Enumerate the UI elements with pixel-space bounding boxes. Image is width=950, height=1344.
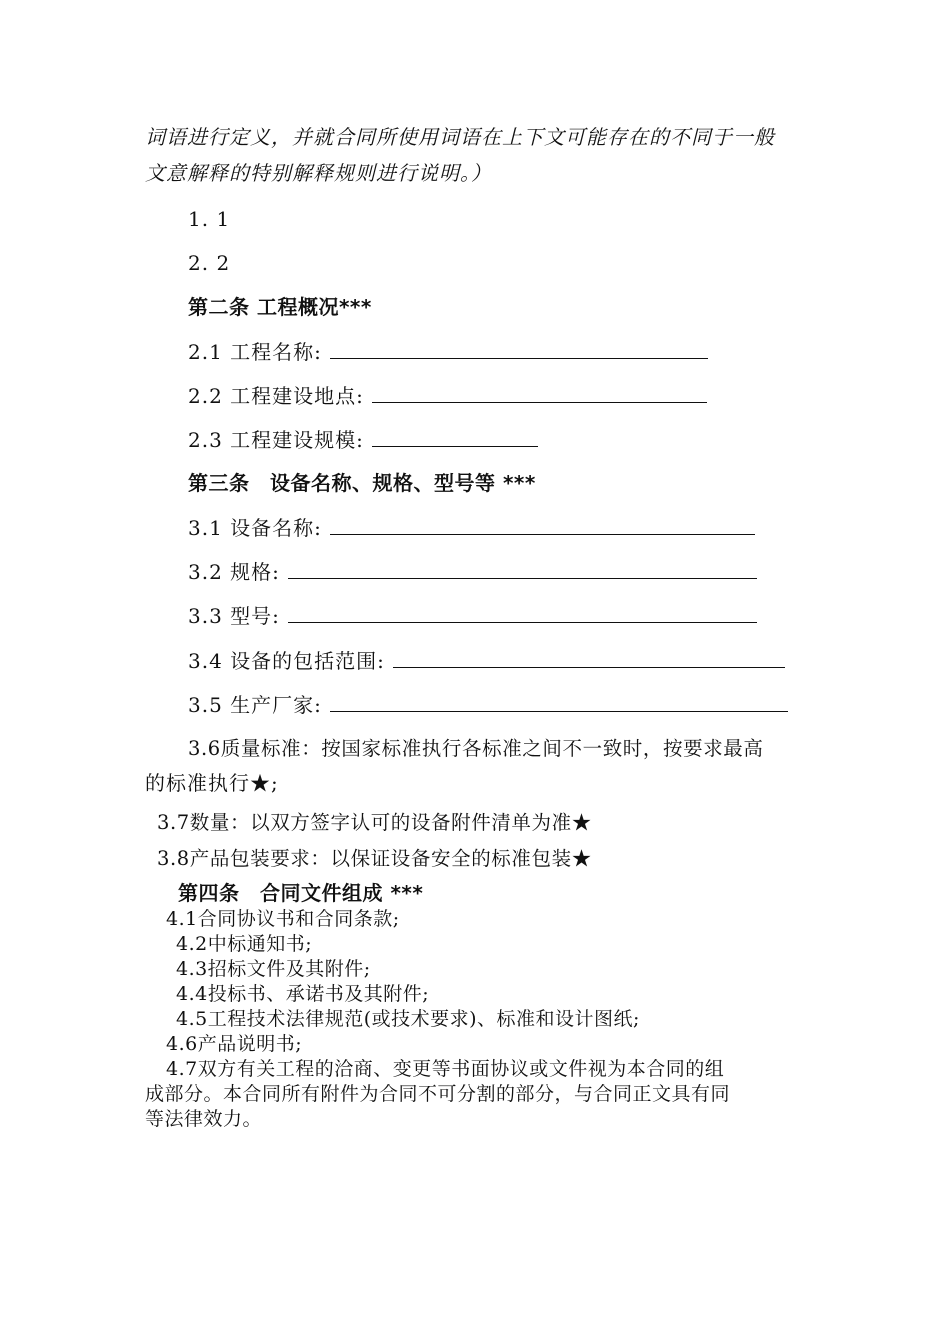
quantity-line: 3.7数量：以双方签字认可的设备附件清单为准★ (157, 811, 592, 834)
packaging-line: 3.8产品包装要求：以保证设备安全的标准包装★ (157, 847, 592, 870)
scope-blank (393, 647, 785, 668)
project-name-blank (330, 338, 708, 359)
manufacturer-label: 3.5 生产厂家: (188, 693, 322, 717)
model-blank (288, 602, 757, 623)
spec-blank (288, 558, 757, 579)
contract-doc-item-3: 4.3招标文件及其附件; (176, 958, 371, 980)
article-2-heading: 第二条 工程概况*** (188, 295, 372, 319)
contract-doc-item-1: 4.1合同协议书和合同条款; (166, 908, 400, 930)
intro-line-1: 词语进行定义，并就合同所使用词语在上下文可能存在的不同于一般 (145, 125, 775, 149)
quality-standard-line-1: 3.6质量标准：按国家标准执行各标准之间不一致时，按要求最高 (188, 737, 764, 760)
project-location-blank (372, 382, 707, 403)
contract-doc-item-7-line-2: 成部分。本合同所有附件为合同不可分割的部分，与合同正文具有同 (145, 1083, 731, 1105)
definition-item-2: 2. 2 (188, 251, 231, 275)
project-location-label: 2.2 工程建设地点: (188, 384, 364, 408)
definition-item-1: 1. 1 (188, 207, 231, 231)
contract-doc-item-5: 4.5工程技术法律规范(或技术要求)、标准和设计图纸; (176, 1008, 640, 1030)
contract-doc-item-4: 4.4投标书、承诺书及其附件; (176, 983, 430, 1005)
intro-line-2: 文意解释的特别解释规则进行说明。） (145, 161, 492, 185)
project-scale-label: 2.3 工程建设规模: (188, 428, 364, 452)
project-scale-blank (372, 426, 538, 447)
equipment-name-label: 3.1 设备名称: (188, 516, 322, 540)
scope-label: 3.4 设备的包括范围: (188, 649, 385, 673)
manufacturer-row (188, 691, 788, 719)
manufacturer-blank (330, 691, 788, 712)
spec-label: 3.2 规格: (188, 560, 280, 584)
model-row (188, 602, 757, 630)
project-scale-row (188, 426, 538, 454)
article-3-heading: 第三条 设备名称、规格、型号等 *** (188, 471, 536, 495)
contract-doc-item-7-line-3: 等法律效力。 (145, 1108, 263, 1130)
contract-doc-item-6: 4.6产品说明书; (166, 1033, 303, 1055)
project-name-row (188, 338, 708, 366)
model-label: 3.3 型号: (188, 604, 280, 628)
quality-standard-line-2: 的标准执行★; (145, 771, 279, 795)
spec-row (188, 558, 757, 586)
contract-doc-item-7-line-1: 4.7双方有关工程的洽商、变更等书面协议或文件视为本合同的组 (166, 1058, 725, 1080)
project-name-label: 2.1 工程名称: (188, 340, 322, 364)
equipment-name-blank (330, 514, 755, 535)
project-location-row (188, 382, 707, 410)
equipment-name-row (188, 514, 755, 542)
article-4-heading: 第四条 合同文件组成 *** (178, 881, 424, 905)
scope-row (188, 647, 785, 675)
contract-doc-item-2: 4.2中标通知书; (176, 933, 313, 955)
